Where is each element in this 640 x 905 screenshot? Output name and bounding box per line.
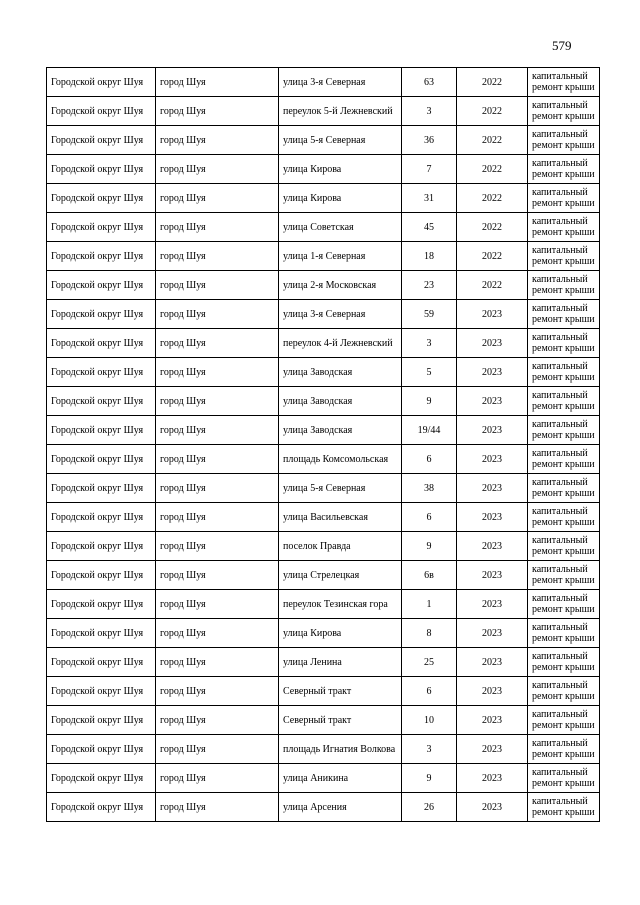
house-number-cell: 63 <box>402 68 457 97</box>
house-number-cell: 10 <box>402 706 457 735</box>
work-type-cell: капитальный ремонт крыши <box>528 503 600 532</box>
city-cell: город Шуя <box>156 213 279 242</box>
table-row <box>47 793 600 822</box>
city-cell: город Шуя <box>156 561 279 590</box>
work-type-cell: капитальный ремонт крыши <box>528 561 600 590</box>
table-row <box>47 561 600 590</box>
district-cell: Городской округ Шуя <box>47 155 156 184</box>
house-number-cell: 19/44 <box>402 416 457 445</box>
house-number-cell: 6в <box>402 561 457 590</box>
district-cell: Городской округ Шуя <box>47 677 156 706</box>
city-cell: город Шуя <box>156 184 279 213</box>
district-cell: Городской округ Шуя <box>47 300 156 329</box>
city-cell: город Шуя <box>156 329 279 358</box>
city-cell: город Шуя <box>156 271 279 300</box>
work-type-cell: капитальный ремонт крыши <box>528 242 600 271</box>
house-number-cell: 23 <box>402 271 457 300</box>
house-number-cell: 9 <box>402 387 457 416</box>
district-cell: Городской округ Шуя <box>47 358 156 387</box>
house-number-cell: 1 <box>402 590 457 619</box>
street-cell: улица Советская <box>279 213 402 242</box>
work-type-cell: капитальный ремонт крыши <box>528 126 600 155</box>
house-number-cell: 25 <box>402 648 457 677</box>
work-type-cell: капитальный ремонт крыши <box>528 416 600 445</box>
street-cell: поселок Правда <box>279 532 402 561</box>
year-cell: 2023 <box>457 764 528 793</box>
year-cell: 2023 <box>457 735 528 764</box>
house-number-cell: 45 <box>402 213 457 242</box>
work-type-cell: капитальный ремонт крыши <box>528 677 600 706</box>
house-number-cell: 7 <box>402 155 457 184</box>
table-row <box>47 503 600 532</box>
table-row <box>47 474 600 503</box>
work-type-cell: капитальный ремонт крыши <box>528 358 600 387</box>
district-cell: Городской округ Шуя <box>47 532 156 561</box>
year-cell: 2023 <box>457 706 528 735</box>
city-cell: город Шуя <box>156 300 279 329</box>
work-type-cell: капитальный ремонт крыши <box>528 764 600 793</box>
street-cell: улица Заводская <box>279 358 402 387</box>
table-row <box>47 764 600 793</box>
table-row <box>47 242 600 271</box>
work-type-cell: капитальный ремонт крыши <box>528 155 600 184</box>
work-type-cell: капитальный ремонт крыши <box>528 590 600 619</box>
district-cell: Городской округ Шуя <box>47 271 156 300</box>
city-cell: город Шуя <box>156 735 279 764</box>
table-row <box>47 213 600 242</box>
year-cell: 2022 <box>457 271 528 300</box>
city-cell: город Шуя <box>156 97 279 126</box>
table-row <box>47 735 600 764</box>
house-number-cell: 6 <box>402 503 457 532</box>
city-cell: город Шуя <box>156 445 279 474</box>
work-type-cell: капитальный ремонт крыши <box>528 706 600 735</box>
city-cell: город Шуя <box>156 155 279 184</box>
district-cell: Городской округ Шуя <box>47 387 156 416</box>
street-cell: улица 3-я Северная <box>279 300 402 329</box>
year-cell: 2023 <box>457 445 528 474</box>
house-number-cell: 8 <box>402 619 457 648</box>
district-cell: Городской округ Шуя <box>47 793 156 822</box>
city-cell: город Шуя <box>156 677 279 706</box>
street-cell: улица Заводская <box>279 387 402 416</box>
table-row <box>47 532 600 561</box>
street-cell: улица Арсения <box>279 793 402 822</box>
year-cell: 2023 <box>457 532 528 561</box>
table-row <box>47 97 600 126</box>
year-cell: 2023 <box>457 619 528 648</box>
city-cell: город Шуя <box>156 648 279 677</box>
district-cell: Городской округ Шуя <box>47 416 156 445</box>
repair-registry-table <box>46 67 600 822</box>
house-number-cell: 18 <box>402 242 457 271</box>
year-cell: 2022 <box>457 155 528 184</box>
work-type-cell: капитальный ремонт крыши <box>528 793 600 822</box>
city-cell: город Шуя <box>156 619 279 648</box>
street-cell: Северный тракт <box>279 706 402 735</box>
city-cell: город Шуя <box>156 474 279 503</box>
table-row <box>47 300 600 329</box>
work-type-cell: капитальный ремонт крыши <box>528 97 600 126</box>
district-cell: Городской округ Шуя <box>47 706 156 735</box>
work-type-cell: капитальный ремонт крыши <box>528 300 600 329</box>
district-cell: Городской округ Шуя <box>47 474 156 503</box>
house-number-cell: 36 <box>402 126 457 155</box>
year-cell: 2022 <box>457 126 528 155</box>
table-row <box>47 706 600 735</box>
district-cell: Городской округ Шуя <box>47 735 156 764</box>
street-cell: улица 2-я Московская <box>279 271 402 300</box>
work-type-cell: капитальный ремонт крыши <box>528 619 600 648</box>
year-cell: 2023 <box>457 329 528 358</box>
district-cell: Городской округ Шуя <box>47 619 156 648</box>
street-cell: улица Кирова <box>279 155 402 184</box>
table-row <box>47 677 600 706</box>
district-cell: Городской округ Шуя <box>47 590 156 619</box>
table-row <box>47 329 600 358</box>
city-cell: город Шуя <box>156 242 279 271</box>
table-row <box>47 155 600 184</box>
district-cell: Городской округ Шуя <box>47 329 156 358</box>
district-cell: Городской округ Шуя <box>47 503 156 532</box>
year-cell: 2022 <box>457 184 528 213</box>
street-cell: переулок 5-й Лежневский <box>279 97 402 126</box>
city-cell: город Шуя <box>156 764 279 793</box>
district-cell: Городской округ Шуя <box>47 648 156 677</box>
street-cell: переулок Тезинская гора <box>279 590 402 619</box>
district-cell: Городской округ Шуя <box>47 764 156 793</box>
house-number-cell: 31 <box>402 184 457 213</box>
year-cell: 2023 <box>457 648 528 677</box>
district-cell: Городской округ Шуя <box>47 242 156 271</box>
year-cell: 2023 <box>457 474 528 503</box>
house-number-cell: 3 <box>402 735 457 764</box>
district-cell: Городской округ Шуя <box>47 184 156 213</box>
work-type-cell: капитальный ремонт крыши <box>528 445 600 474</box>
street-cell: улица Кирова <box>279 619 402 648</box>
table-row <box>47 68 600 97</box>
city-cell: город Шуя <box>156 503 279 532</box>
house-number-cell: 6 <box>402 445 457 474</box>
street-cell: улица 1-я Северная <box>279 242 402 271</box>
street-cell: улица 5-я Северная <box>279 126 402 155</box>
work-type-cell: капитальный ремонт крыши <box>528 68 600 97</box>
year-cell: 2023 <box>457 300 528 329</box>
work-type-cell: капитальный ремонт крыши <box>528 387 600 416</box>
year-cell: 2023 <box>457 677 528 706</box>
table-body <box>47 68 600 822</box>
city-cell: город Шуя <box>156 590 279 619</box>
city-cell: город Шуя <box>156 793 279 822</box>
street-cell: улица 5-я Северная <box>279 474 402 503</box>
work-type-cell: капитальный ремонт крыши <box>528 213 600 242</box>
work-type-cell: капитальный ремонт крыши <box>528 532 600 561</box>
page-number: 579 <box>552 38 572 53</box>
street-cell: улица Аникина <box>279 764 402 793</box>
city-cell: город Шуя <box>156 358 279 387</box>
street-cell: улица Заводская <box>279 416 402 445</box>
table-row <box>47 126 600 155</box>
table-row <box>47 416 600 445</box>
year-cell: 2022 <box>457 213 528 242</box>
work-type-cell: капитальный ремонт крыши <box>528 474 600 503</box>
district-cell: Городской округ Шуя <box>47 126 156 155</box>
city-cell: город Шуя <box>156 126 279 155</box>
district-cell: Городской округ Шуя <box>47 561 156 590</box>
district-cell: Городской округ Шуя <box>47 68 156 97</box>
house-number-cell: 5 <box>402 358 457 387</box>
street-cell: улица Стрелецкая <box>279 561 402 590</box>
house-number-cell: 26 <box>402 793 457 822</box>
year-cell: 2022 <box>457 242 528 271</box>
year-cell: 2022 <box>457 97 528 126</box>
table-row <box>47 590 600 619</box>
city-cell: город Шуя <box>156 416 279 445</box>
table-row <box>47 358 600 387</box>
city-cell: город Шуя <box>156 706 279 735</box>
house-number-cell: 38 <box>402 474 457 503</box>
year-cell: 2023 <box>457 358 528 387</box>
year-cell: 2023 <box>457 590 528 619</box>
house-number-cell: 59 <box>402 300 457 329</box>
work-type-cell: капитальный ремонт крыши <box>528 271 600 300</box>
house-number-cell: 3 <box>402 97 457 126</box>
table-row <box>47 648 600 677</box>
year-cell: 2022 <box>457 68 528 97</box>
street-cell: Северный тракт <box>279 677 402 706</box>
work-type-cell: капитальный ремонт крыши <box>528 184 600 213</box>
year-cell: 2023 <box>457 416 528 445</box>
street-cell: улица Ленина <box>279 648 402 677</box>
year-cell: 2023 <box>457 793 528 822</box>
city-cell: город Шуя <box>156 532 279 561</box>
house-number-cell: 9 <box>402 764 457 793</box>
table-row <box>47 184 600 213</box>
year-cell: 2023 <box>457 387 528 416</box>
street-cell: улица Кирова <box>279 184 402 213</box>
year-cell: 2023 <box>457 561 528 590</box>
work-type-cell: капитальный ремонт крыши <box>528 735 600 764</box>
house-number-cell: 9 <box>402 532 457 561</box>
house-number-cell: 3 <box>402 329 457 358</box>
street-cell: улица 3-я Северная <box>279 68 402 97</box>
table-row <box>47 387 600 416</box>
district-cell: Городской округ Шуя <box>47 445 156 474</box>
table-row <box>47 619 600 648</box>
year-cell: 2023 <box>457 503 528 532</box>
district-cell: Городской округ Шуя <box>47 97 156 126</box>
street-cell: переулок 4-й Лежневский <box>279 329 402 358</box>
city-cell: город Шуя <box>156 387 279 416</box>
city-cell: город Шуя <box>156 68 279 97</box>
street-cell: улица Васильевская <box>279 503 402 532</box>
table-row <box>47 445 600 474</box>
district-cell: Городской округ Шуя <box>47 213 156 242</box>
street-cell: площадь Комсомольская <box>279 445 402 474</box>
work-type-cell: капитальный ремонт крыши <box>528 329 600 358</box>
house-number-cell: 6 <box>402 677 457 706</box>
work-type-cell: капитальный ремонт крыши <box>528 648 600 677</box>
table-row <box>47 271 600 300</box>
street-cell: площадь Игнатия Волкова <box>279 735 402 764</box>
